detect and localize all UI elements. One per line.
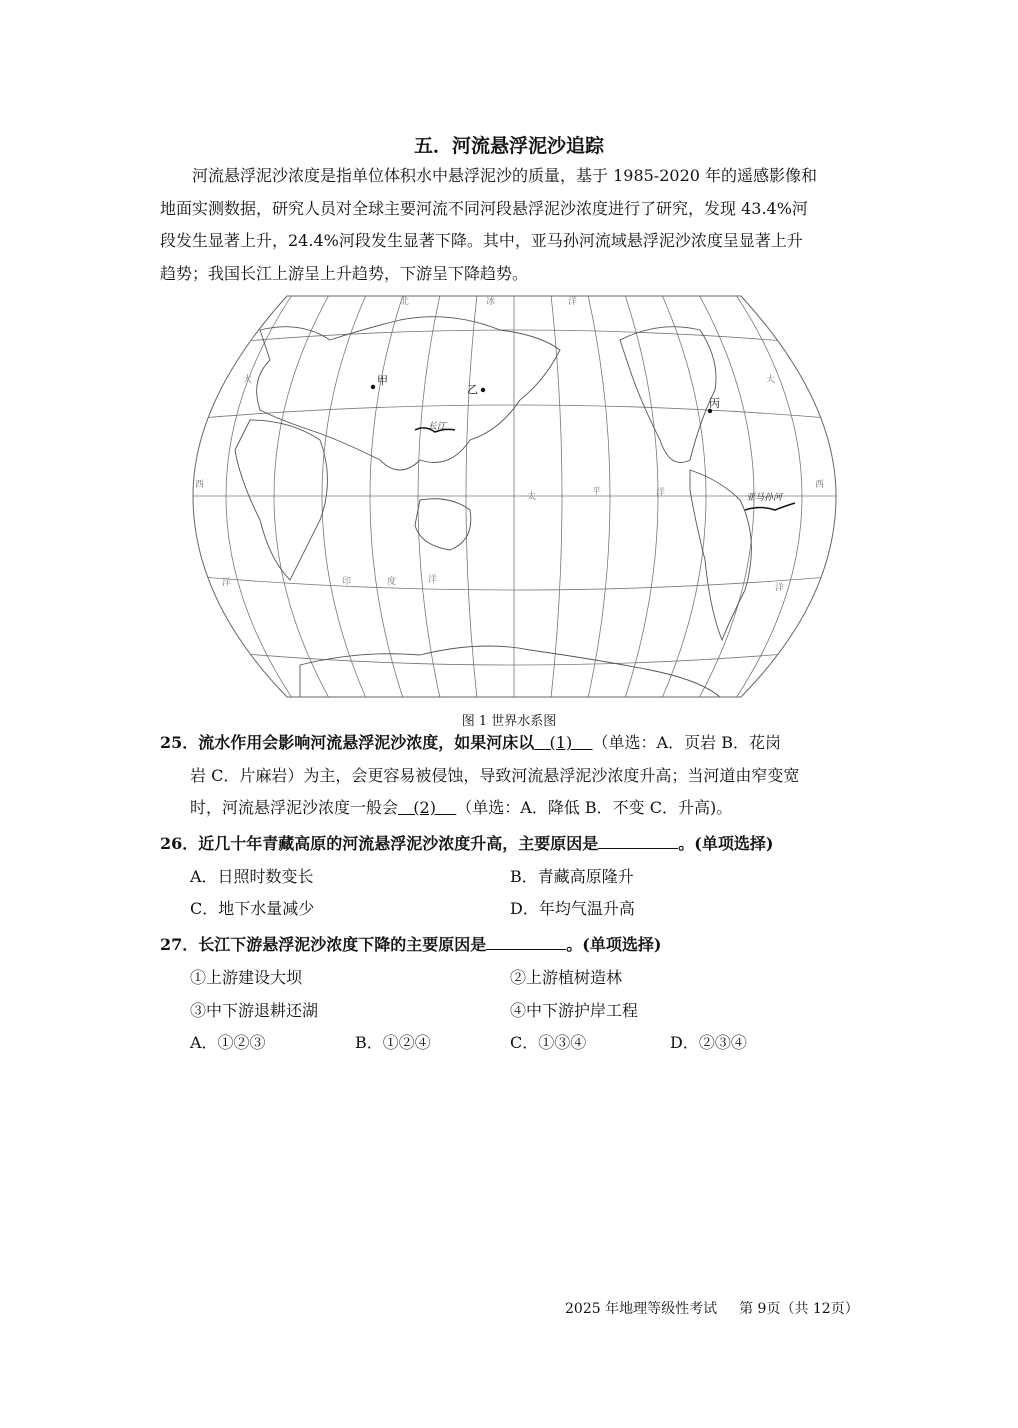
point-jia-dot	[371, 385, 375, 389]
amazon-river	[745, 503, 795, 510]
ocean-label: 北	[400, 297, 410, 307]
q27-item: ②上游植树造林	[510, 968, 623, 987]
ocean-label: 度	[387, 577, 397, 587]
section-title: 五．河流悬浮泥沙追踪	[413, 135, 604, 157]
intro-line: 河流悬浮泥沙浓度是指单位体积水中悬浮泥沙的质量，基于 1985-2020 年的遥感影像和	[192, 166, 818, 185]
ocean-label: 洋	[568, 297, 578, 307]
meridian-line	[418, 290, 442, 705]
q27-option-d[interactable]: D．②③④	[670, 1033, 747, 1052]
q25-choices: （单选：A．页岩 B．花岗	[592, 733, 781, 752]
ocean-label: 西	[815, 480, 825, 490]
ocean-label: 太	[527, 492, 537, 502]
q25-text: 25．流水作用会影响河流悬浮泥沙浓度，如果河床以	[160, 733, 535, 752]
ocean-label: 冰	[486, 297, 496, 307]
world-river-map	[190, 290, 840, 705]
q26-option-b[interactable]: B．青藏高原隆升	[510, 867, 634, 886]
parallel-line	[190, 649, 840, 665]
ocean-label: 洋	[428, 575, 438, 585]
amazon-label: 亚马孙河	[746, 493, 783, 503]
q27-answer-blank[interactable]	[486, 935, 566, 950]
page-number: 第 9页（共 12页）	[739, 1301, 859, 1317]
ocean-label: 洋	[222, 578, 232, 588]
ocean-label: 洋	[656, 488, 666, 498]
ocean-label: 大	[243, 375, 253, 385]
q27-item: ③中下游退耕还湖	[190, 1001, 319, 1020]
figure-caption: 图 1 世界水系图	[461, 714, 557, 729]
meridian-line	[370, 290, 406, 705]
changjiang-label: 长江	[428, 422, 447, 432]
q26-option-a[interactable]: A．日照时数变长	[190, 867, 314, 886]
q26-note: 。(单项选择)	[678, 834, 774, 853]
q25-blank-1[interactable]: (1)	[534, 733, 593, 752]
meridian-line	[550, 290, 562, 705]
page-footer	[565, 1298, 859, 1318]
graticule	[190, 290, 840, 705]
point-yi-dot	[481, 388, 485, 392]
q26-text: 26．近几十年青藏高原的河流悬浮泥沙浓度升高，主要原因是	[160, 834, 599, 853]
q26-option-c[interactable]: C．地下水量减少	[190, 899, 315, 918]
exam-name: 2025 年地理等级性考试	[565, 1301, 718, 1317]
ocean-label: 印	[342, 577, 352, 587]
intro-line: 趋势；我国长江上游呈上升趋势，下游呈下降趋势。	[160, 264, 529, 283]
meridian-line	[322, 290, 370, 705]
question-25-line3	[190, 795, 732, 818]
question-26-stem	[160, 831, 773, 854]
q26-answer-blank[interactable]	[598, 834, 678, 849]
point-yi-label: 乙	[467, 383, 478, 396]
q27-item: ④中下游护岸工程	[510, 1001, 639, 1020]
question-27-stem	[160, 932, 661, 955]
map-border	[193, 296, 836, 697]
meridian-line	[694, 290, 754, 705]
q27-option-b[interactable]: B．①②④	[355, 1033, 431, 1052]
q26-option-d[interactable]: D．年均气温升高	[510, 899, 635, 918]
point-bing-label: 丙	[709, 397, 720, 410]
coastlines	[235, 317, 751, 697]
meridian-line	[622, 290, 658, 705]
q27-note: 。(单项选择)	[566, 935, 662, 954]
q25-text: 时，河流悬浮泥沙浓度一般会	[190, 798, 399, 817]
q27-option-a[interactable]: A．①②③	[190, 1033, 266, 1052]
meridian-line	[466, 290, 478, 705]
q25-choices: （单选：A．降低 B．不变 C．升高)。	[456, 798, 733, 817]
q25-blank-2[interactable]: (2)	[398, 798, 457, 817]
ocean-label: 大	[766, 375, 776, 385]
ocean-label: 平	[592, 487, 602, 497]
point-jia-label: 甲	[377, 374, 388, 387]
question-25-line2: 岩 C．片麻岩）为主，会更容易被侵蚀，导致河流悬浮泥沙浓度升高；当河道由窄变宽	[190, 766, 800, 785]
q27-option-c[interactable]: C．①③④	[510, 1033, 587, 1052]
intro-line: 地面实测数据，研究人员对全球主要河流不同河段悬浮泥沙浓度进行了研究，发现 43.4%河	[160, 199, 808, 218]
meridian-line	[274, 290, 334, 705]
ocean-label: 洋	[775, 583, 785, 593]
meridian-line	[226, 290, 298, 705]
meridian-line	[586, 290, 610, 705]
question-25-line1	[160, 730, 781, 753]
q27-text: 27．长江下游悬浮泥沙浓度下降的主要原因是	[160, 935, 487, 954]
meridian-line	[658, 290, 706, 705]
ocean-label: 西	[195, 480, 205, 490]
intro-line: 段发生显著上升，24.4%河段发生显著下降。其中，亚马孙河流域悬浮泥沙浓度呈显著上升	[160, 231, 803, 250]
q27-item: ①上游建设大坝	[190, 968, 303, 987]
